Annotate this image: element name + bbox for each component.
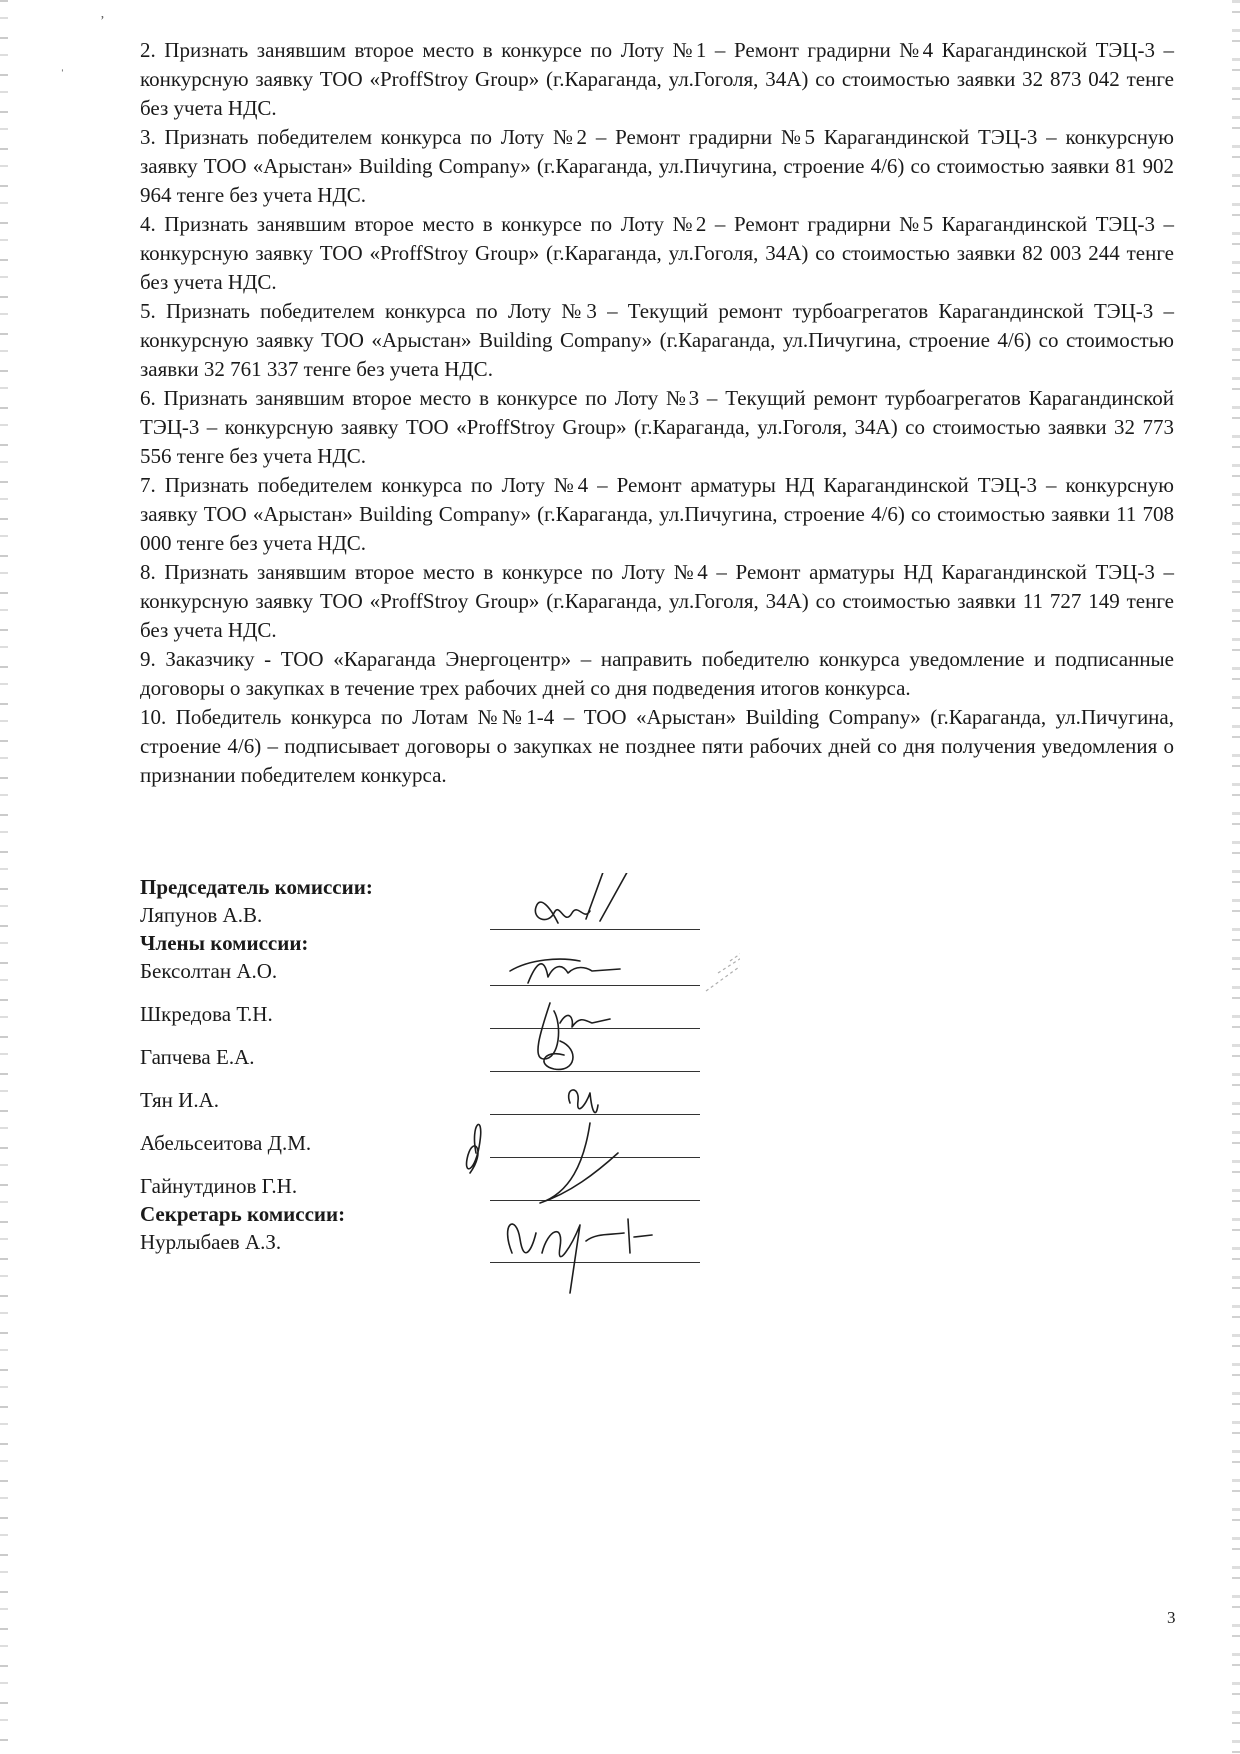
- paragraph-item-8: 8. Признать занявшим второе место в конкурсе по Лоту №4 – Ремонт арматуры НД Карагандинской ТЭЦ-3 – конкурсную заявку ТОО «ProffStroy Group» (г.Караганда, ул.Гоголя, 34А) со стоимостью заявки 11 727 149 тенге без учета НДС.: [140, 560, 1174, 642]
- paragraph-item-6: 6. Признать занявшим второе место в конкурсе по Лоту №3 – Текущий ремонт турбоагрегатов Карагандинской ТЭЦ-3 – конкурсную заявку ТОО «ProffStroy Group» (г.Караганда, ул.Гоголя, 34А) со стоимостью заявки 32 773 556 тенге без учета НДС.: [140, 386, 1174, 468]
- paragraph-item-9: 9. Заказчику - ТОО «Караганда Энергоцентр» – направить победителю конкурса уведомление и подписанные договоры о закупках в течение трех рабочих дней со дня подведения итогов конкурса.: [140, 647, 1174, 700]
- scan-edge-left: [0, 0, 8, 1754]
- secretary-name: Нурлыбаев А.З.: [140, 1230, 282, 1254]
- member-name: Шкредова Т.Н.: [140, 1002, 273, 1026]
- chair-name: Ляпунов А.В.: [140, 903, 263, 927]
- members-title: Члены комиссии:: [140, 931, 309, 955]
- signature-line: [490, 1028, 700, 1029]
- signature-line: [490, 1071, 700, 1072]
- paragraph-item-4: 4. Признать занявшим второе место в конкурсе по Лоту №2 – Ремонт градирни №5 Карагандинской ТЭЦ-3 – конкурсную заявку ТОО «ProffStroy Group» (г.Караганда, ул.Гоголя, 34А) со стоимостью заявки 82 003 244 тенге без учета НДС.: [140, 212, 1174, 294]
- paragraph-item-2: 2. Признать занявшим второе место в конкурсе по Лоту №1 – Ремонт градирни №4 Карагандинской ТЭЦ-3 – конкурсную заявку ТОО «ProffStroy Group» (г.Караганда, ул.Гоголя, 34А) со стоимостью заявки 32 873 042 тенге без учета НДС.: [140, 38, 1174, 120]
- signature-line: [490, 1114, 700, 1115]
- signature-line: [490, 1262, 700, 1263]
- scan-speck: ʼ: [100, 14, 105, 29]
- page-number: 3: [1167, 1608, 1176, 1627]
- paragraph-item-7: 7. Признать победителем конкурса по Лоту №4 – Ремонт арматуры НД Карагандинской ТЭЦ-3 – конкурсную заявку ТОО «Арыстан» Building Company» (г.Караганда, ул.Пичугина, строение 4/6) со стоимостью заявки 11 708 000 тенге без учета НДС.: [140, 473, 1174, 555]
- signature-block: [140, 873, 740, 1256]
- secretary-title: Секретарь комиссии:: [140, 1202, 346, 1226]
- scan-edge-right: [1232, 0, 1240, 1754]
- member-name: Тян И.А.: [140, 1088, 220, 1112]
- paragraph-item-10: 10. Победитель конкурса по Лотам №№1-4 – ТОО «Арыстан» Building Company» (г.Караганда, ул.Пичугина, строение 4/6) – подписывает договоры о закупках не позднее пяти рабочих дней со дня получения уведомления о признании победителем конкурса.: [140, 705, 1174, 787]
- paragraph-item-3: 3. Признать победителем конкурса по Лоту №2 – Ремонт градирни №5 Карагандинской ТЭЦ-3 – конкурсную заявку ТОО «Арыстан» Building Company» (г.Караганда, ул.Пичугина, строение 4/6) со стоимостью заявки 81 902 964 тенге без учета НДС.: [140, 125, 1174, 207]
- paragraph-item-5: 5. Признать победителем конкурса по Лоту №3 – Текущий ремонт турбоагрегатов Карагандинской ТЭЦ-3 – конкурсную заявку ТОО «Арыстан» Building Company» (г.Караганда, ул.Пичугина, строение 4/6) со стоимостью заявки 32 761 337 тенге без учета НДС.: [140, 299, 1174, 381]
- signature-line: [490, 1200, 700, 1201]
- member-name: Абельсеитова Д.М.: [140, 1131, 312, 1155]
- member-name: Бексолтан А.О.: [140, 959, 278, 983]
- signature-line: [490, 1157, 700, 1158]
- member-name: Гайнутдинов Г.Н.: [140, 1174, 298, 1198]
- chair-title: Председатель комиссии:: [140, 875, 373, 899]
- scan-speck: ˈ: [60, 68, 65, 83]
- signature-line: [490, 929, 700, 930]
- signature-line: [490, 985, 700, 986]
- protocol-body: [140, 36, 1174, 790]
- member-name: Гапчева Е.А.: [140, 1045, 255, 1069]
